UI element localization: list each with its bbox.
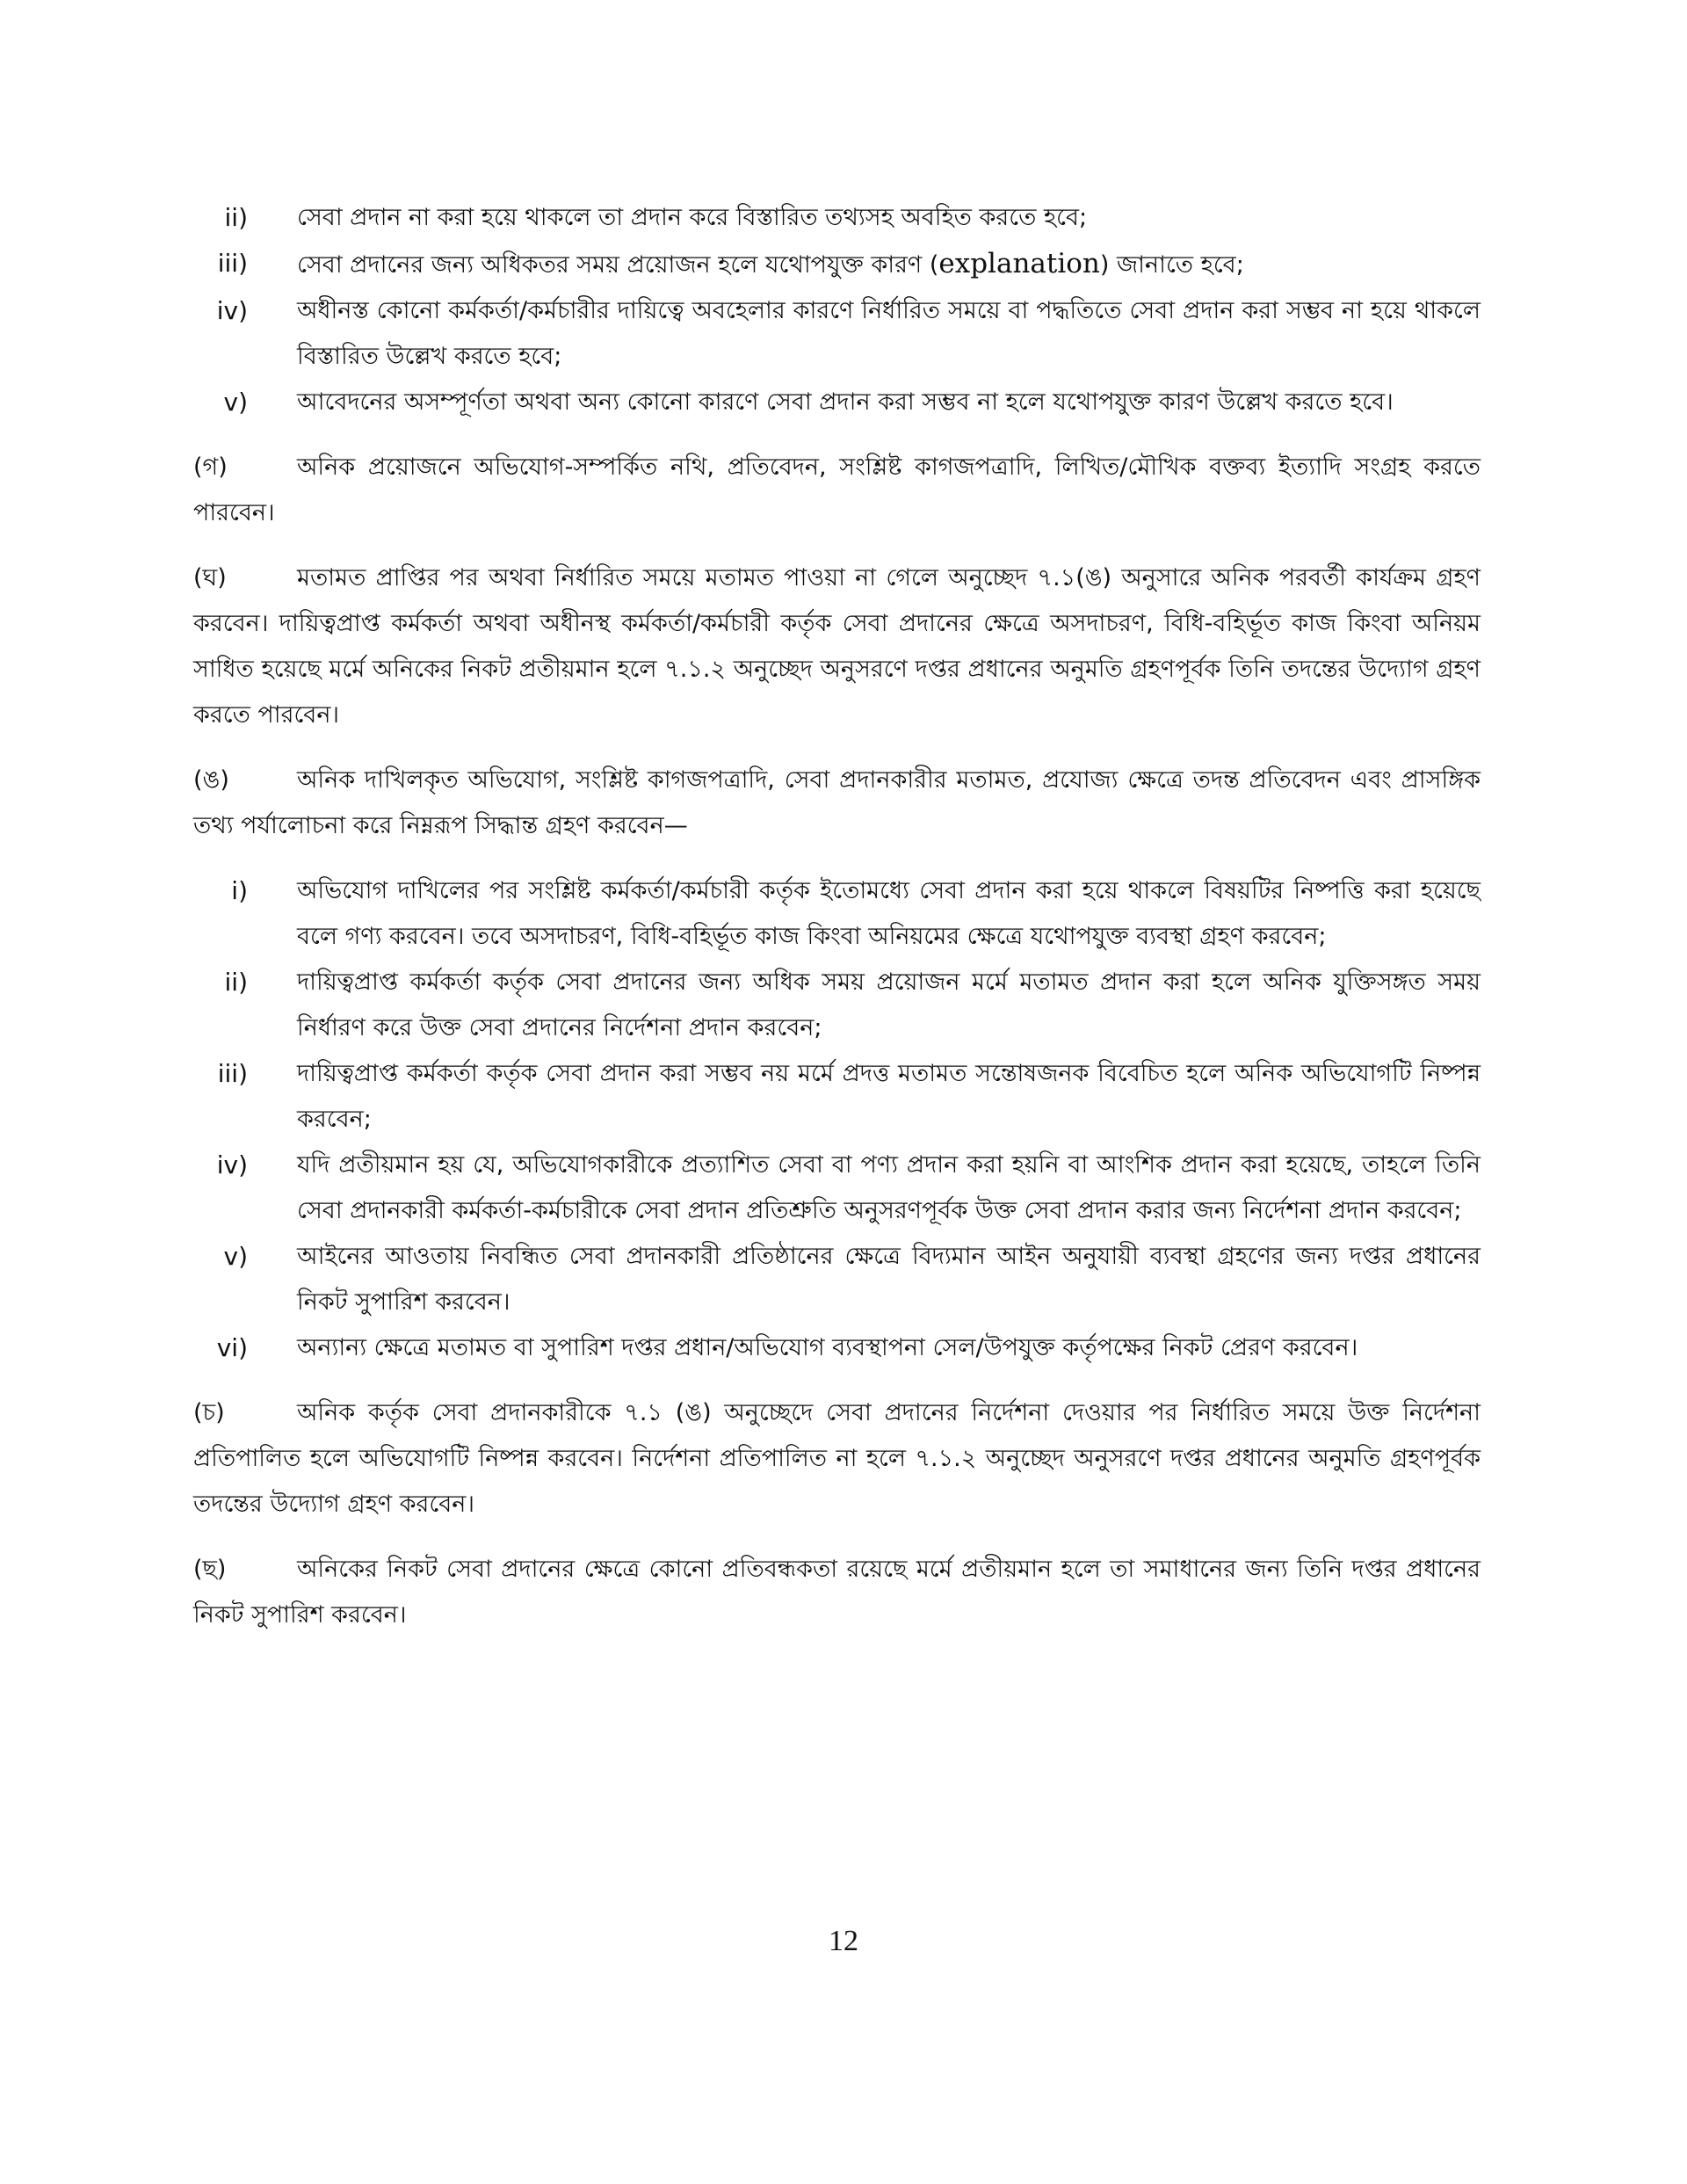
list-item-text: যদি প্রতীয়মান হয় যে, অভিযোগকারীকে প্রত্যাশিত সেবা বা পণ্য প্রদান করা হয়নি বা আংশিক প্রদান করা হয়েছে, তাহলে তিনি সেবা প্রদানকারী কর্মকর্তা-কর্মচারীকে সেবা প্রদান প্রতিশ্রুতি অনুসরণপূর্বক উক্ত সেবা প্রদান করার জন্য নির্দেশনা প্রদান করবেন; <box>297 1151 1481 1224</box>
list-item-text <box>297 241 1481 288</box>
list-item-text: অভিযোগ দাখিলের পর সংশ্লিষ্ট কর্মকর্তা/কর্মচারী কর্তৃক ইতোমধ্যে সেবা প্রদান করা হয়ে থাকলে বিষয়টির নিষ্পত্তি করা হয়েছে বলে গণ্য করবেন। তবে অসদাচরণ, বিধি-বহির্ভূত কাজ কিংবা অনিয়মের ক্ষেত্রে যথোপযুক্ত ব্যবস্থা গ্রহণ করবেন; <box>297 877 1481 950</box>
list-item-text: অন্যান্য ক্ষেত্রে মতামত বা সুপারিশ দপ্তর প্রধান/অভিযোগ ব্যবস্থাপনা সেল/উপযুক্ত কর্তৃপক্ষের নিকট প্রেরণ করবেন। <box>297 1334 1358 1361</box>
page-number: 12 <box>829 1925 858 1957</box>
page-content <box>193 195 1481 1638</box>
sub-list-continued <box>193 195 1481 425</box>
list-item <box>193 241 1481 288</box>
list-item <box>193 380 1481 425</box>
spacer <box>193 849 1481 868</box>
list-item-number: ii) <box>224 203 248 232</box>
list-item <box>193 288 1481 380</box>
list-item-number: iii) <box>217 249 248 278</box>
paragraph-uma <box>193 758 1481 849</box>
list-item <box>193 1051 1481 1143</box>
list-item-number: i) <box>231 876 248 905</box>
paragraph-ga <box>193 445 1481 536</box>
list-item-text: অধীনস্ত কোনো কর্মকর্তা/কর্মচারীর দায়িত্বে অবহেলার কারণে নির্ধারিত সময়ে বা পদ্ধতিতে সেবা প্রদান করা সম্ভব না হয়ে থাকলে বিস্তারিত উল্লেখ করতে হবে; <box>297 297 1481 370</box>
spacer <box>193 1371 1481 1390</box>
list-item <box>193 1325 1481 1371</box>
list-item-number: vi) <box>216 1333 248 1362</box>
paragraph-label: (ঘ) <box>193 564 227 591</box>
paragraph-chha <box>193 1547 1481 1638</box>
paragraph-text: অনিক প্রয়োজনে অভিযোগ-সম্পর্কিত নথি, প্রতিবেদন, সংশ্লিষ্ট কাগজপত্রাদি, লিখিত/মৌখিক বক্তব্য ইত্যাদি সংগ্রহ করতে পারবেন। <box>193 453 1481 526</box>
text-segment: ) জানাতে হবে; <box>1099 251 1244 279</box>
list-item-number: ii) <box>224 968 248 997</box>
paragraph-text: অনিক কর্তৃক সেবা প্রদানকারীকে ৭.১ (ঙ) অনুচ্ছেদে সেবা প্রদানের নির্দেশনা দেওয়ার পর নির্ধারিত সময়ে উক্ত নির্দেশনা প্রতিপালিত হলে অভিযোগটি নিষ্পন্ন করবেন। নির্দেশনা প্রতিপালিত না হলে ৭.১.২ অনুচ্ছেদ অনুসরণে দপ্তর প্রধানের অনুমতি গ্রহণপূর্বক তদন্তের উদ্যোগ গ্রহণ করবেন। <box>193 1399 1481 1518</box>
paragraph-label: (চ) <box>193 1399 225 1426</box>
paragraph-label: (গ) <box>193 453 228 481</box>
paragraph-gha <box>193 555 1481 738</box>
paragraph-label: (ঙ) <box>193 766 229 794</box>
list-item-text: সেবা প্রদান না করা হয়ে থাকলে তা প্রদান করে বিস্তারিত তথ্যসহ অবহিত করতে হবে; <box>297 204 1088 231</box>
paragraph-text: মতামত প্রাপ্তির পর অথবা নির্ধারিত সময়ে মতামত পাওয়া না গেলে অনুচ্ছেদ ৭.১(ঙ) অনুসারে অনিক পরবর্তী কার্যক্রম গ্রহণ করবেন। দায়িত্বপ্রাপ্ত কর্মকর্তা অথবা অধীনস্থ কর্মকর্তা/কর্মচারী কর্তৃক সেবা প্রদানের ক্ষেত্রে অসদাচরণ, বিধি-বহির্ভূত কাজ কিংবা অনিয়ম সাধিত হয়েছে মর্মে অনিকের নিকট প্রতীয়মান হলে ৭.১.২ অনুচ্ছেদ অনুসরণে দপ্তর প্রধানের অনুমতি গ্রহণপূর্বক তিনি তদন্তের উদ্যোগ গ্রহণ করতে পারবেন। <box>193 564 1481 729</box>
decision-list <box>193 868 1481 1371</box>
english-term: explanation <box>938 248 1100 279</box>
list-item <box>193 195 1481 241</box>
paragraph-label: (ছ) <box>193 1556 227 1583</box>
list-item-text: আইনের আওতায় নিবন্ধিত সেবা প্রদানকারী প্রতিষ্ঠানের ক্ষেত্রে বিদ্যমান আইন অনুযায়ী ব্যবস্থা গ্রহণের জন্য দপ্তর প্রধানের নিকট সুপারিশ করবেন। <box>297 1243 1481 1316</box>
list-item-text: আবেদনের অসম্পূর্ণতা অথবা অন্য কোনো কারণে সেবা প্রদান করা সম্ভব না হলে যথোপযুক্ত কারণ উল্লেখ করতে হবে। <box>297 388 1394 416</box>
list-item-number: v) <box>223 1242 248 1271</box>
list-item-number: iv) <box>216 1150 248 1179</box>
spacer <box>193 536 1481 555</box>
list-item <box>193 1143 1481 1234</box>
paragraph-text: অনিক দাখিলকৃত অভিযোগ, সংশ্লিষ্ট কাগজপত্রাদি, সেবা প্রদানকারীর মতামত, প্রযোজ্য ক্ষেত্রে তদন্ত প্রতিবেদন এবং প্রাসঙ্গিক তথ্য পর্যালোচনা করে নিম্নরূপ সিদ্ধান্ত গ্রহণ করবেন— <box>193 766 1481 839</box>
list-item-text: দায়িত্বপ্রাপ্ত কর্মকর্তা কর্তৃক সেবা প্রদান করা সম্ভব নয় মর্মে প্রদত্ত মতামত সন্তোষজনক বিবেচিত হলে অনিক অভিযোগটি নিষ্পন্ন করবেন; <box>297 1060 1481 1133</box>
list-item-number: iv) <box>216 296 248 325</box>
spacer <box>193 738 1481 758</box>
paragraph-cha <box>193 1390 1481 1527</box>
list-item <box>193 1234 1481 1325</box>
spacer <box>193 425 1481 445</box>
list-item <box>193 960 1481 1051</box>
list-item-text: দায়িত্বপ্রাপ্ত কর্মকর্তা কর্তৃক সেবা প্রদানের জন্য অধিক সময় প্রয়োজন মর্মে মতামত প্রদান করা হলে অনিক যুক্তিসঙ্গত সময় নির্ধারণ করে উক্ত সেবা প্রদানের নির্দেশনা প্রদান করবেন; <box>297 969 1481 1041</box>
list-item <box>193 868 1481 960</box>
list-item-number: v) <box>223 388 248 417</box>
list-item-number: iii) <box>217 1059 248 1088</box>
paragraph-text: অনিকের নিকট সেবা প্রদানের ক্ষেত্রে কোনো প্রতিবন্ধকতা রয়েছে মর্মে প্রতীয়মান হলে তা সমাধানের জন্য তিনি দপ্তর প্রধানের নিকট সুপারিশ করবেন। <box>193 1556 1481 1629</box>
spacer <box>193 1527 1481 1547</box>
text-segment: সেবা প্রদানের জন্য অধিকতর সময় প্রয়োজন হলে যথোপযুক্ত কারণ ( <box>297 251 939 279</box>
